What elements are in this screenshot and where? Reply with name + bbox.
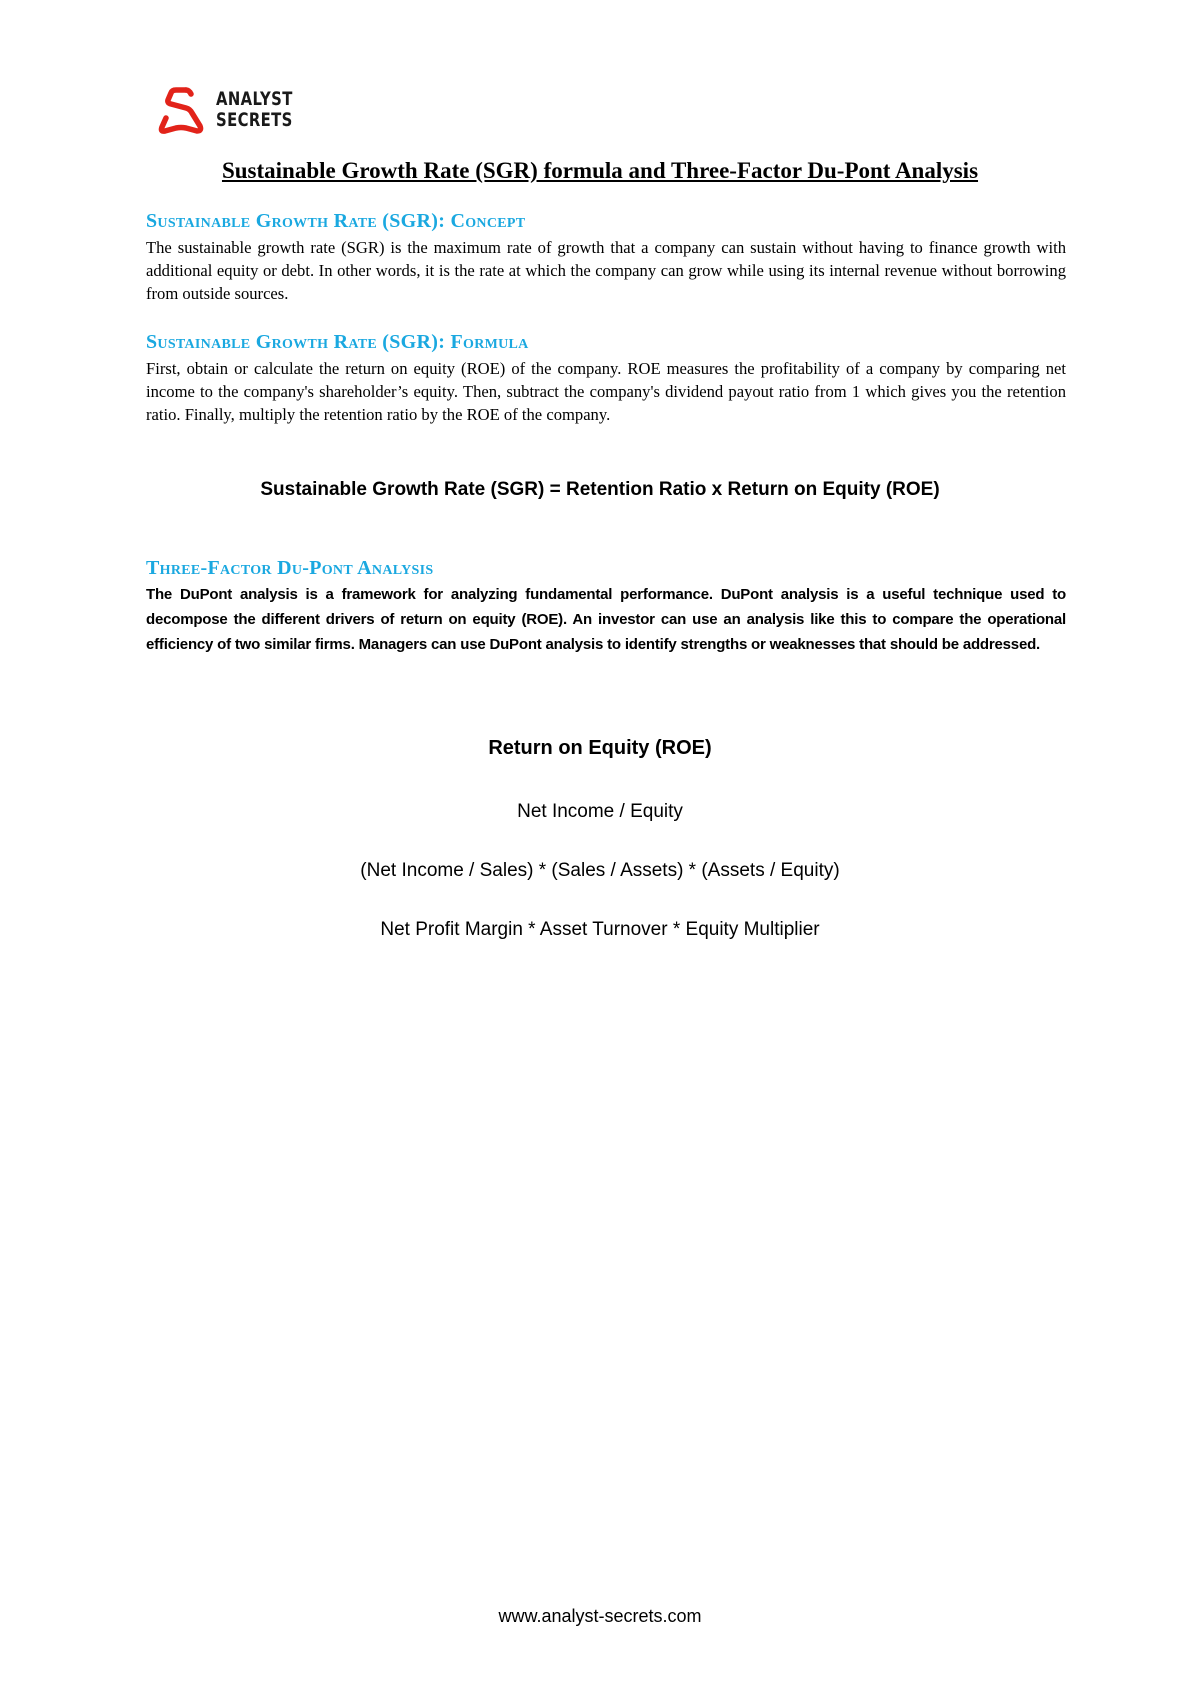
roe-formula-line-2: (Net Income / Sales) * (Sales / Assets) * (Assets / Equity) [360,860,840,881]
brand-logo [156,84,314,136]
logo-wordmark [216,89,293,131]
logo-line-1: ANALYST [216,88,293,110]
section-heading-sgr-formula: Sustainable Growth Rate (SGR): Formula [146,331,529,353]
analyst-secrets-logo-icon [156,84,206,136]
paragraph-sgr-concept: The sustainable growth rate (SGR) is the maximum rate of growth that a company can sustain without having to finance growth with additional equity or debt. In other words, it is the rate at which the company can grow while using its internal revenue without borrowing from outside sources. [146,238,1066,303]
roe-heading: Return on Equity (ROE) [488,737,712,759]
roe-formula-line-3: Net Profit Margin * Asset Turnover * Equity Multiplier [380,919,820,940]
roe-formula-line-1: Net Income / Equity [517,801,683,822]
paragraph-sgr-formula: First, obtain or calculate the return on equity (ROE) of the company. ROE measures the profitability of a company by comparing net income to the company's shareholder’s equity. Then, subtract the company's dividend payout ratio from 1 which gives you the retention ratio. Finally, multiply the retention ratio by the ROE of the company. [146,359,1066,424]
document-title: Sustainable Growth Rate (SGR) formula and Three-Factor Du-Pont Analysis [221,158,979,183]
sgr-formula: Sustainable Growth Rate (SGR) = Retention Ratio x Return on Equity (ROE) [260,479,940,500]
footer-website-link[interactable]: www.analyst-secrets.com [498,1606,702,1626]
logo-line-2: SECRETS [216,109,293,131]
paragraph-dupont: The DuPont analysis is a framework for analyzing fundamental performance. DuPont analysis is a useful technique used to decompose the different drivers of return on equity (ROE). An investor can use an analysis like this to compare the operational efficiency of two similar firms. Managers can use DuPont analysis to identify strengths or weaknesses that should be addressed. [146,586,1066,653]
section-heading-dupont: Three-Factor Du-Pont Analysis [146,557,434,579]
section-heading-sgr-concept: Sustainable Growth Rate (SGR): Concept [146,210,526,232]
